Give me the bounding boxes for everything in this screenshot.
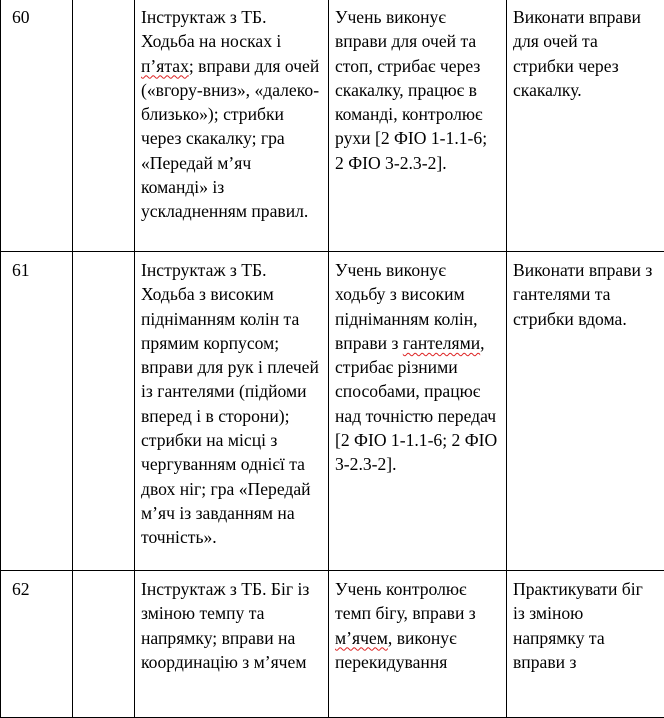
lesson-content: Інструктаж з ТБ. Ходьба з високим підніманням колін та прямим корпусом; вправи для рук і плечей із гантелями (підйоми вперед і в сторони); стрибки на місці з чергуванням однієї та двох ніг; гра «Передай м’яч із завданням на точність».	[135, 252, 329, 571]
lesson-number: 62	[1, 571, 73, 718]
homework: Виконати вправи з гантелями та стрибки вдома.	[507, 252, 664, 571]
table-row	[1, 0, 664, 252]
expected-outcome: Учень виконує вправи для очей та стоп, стрибає через скакалку, працює в команді, контролює рухи [2 ФІО 1-1.1-6; 2 ФІО 3-2.3-2].	[329, 0, 507, 252]
spellcheck-word: п’ятах	[141, 56, 189, 76]
expected-outcome: Учень виконує ходьбу з високим підніманням колін, вправи з гантелями, стрибає різними способами, працює над точністю передач [2 ФІО 1-1.1-6; 2 ФІО 3-2.3-2].	[329, 252, 507, 571]
spellcheck-word: гантелями	[403, 333, 480, 353]
expected-outcome: Учень контролює темп бігу, вправи з м’ячем, виконує перекидування	[329, 571, 507, 718]
spellcheck-word: м’ячем	[335, 628, 388, 648]
date-cell	[73, 252, 135, 571]
lesson-content: Інструктаж з ТБ. Ходьба на носках і п’ятах; вправи для очей («вгору-вниз», «далеко-близько»); стрибки через скакалку; гра «Передай м’яч команді» із ускладненням правил.	[135, 0, 329, 252]
lesson-content: Інструктаж з ТБ. Біг із зміною темпу та напрямку; вправи на координацію з м’ячем	[135, 571, 329, 718]
homework: Виконати вправи для очей та стрибки через скакалку.	[507, 0, 664, 252]
homework: Практикувати біг із зміною напрямку та вправи з	[507, 571, 664, 718]
date-cell	[73, 0, 135, 252]
table-row	[1, 571, 664, 718]
table-row	[1, 252, 664, 571]
lesson-number: 60	[1, 0, 73, 252]
date-cell	[73, 571, 135, 718]
lesson-number: 61	[1, 252, 73, 571]
